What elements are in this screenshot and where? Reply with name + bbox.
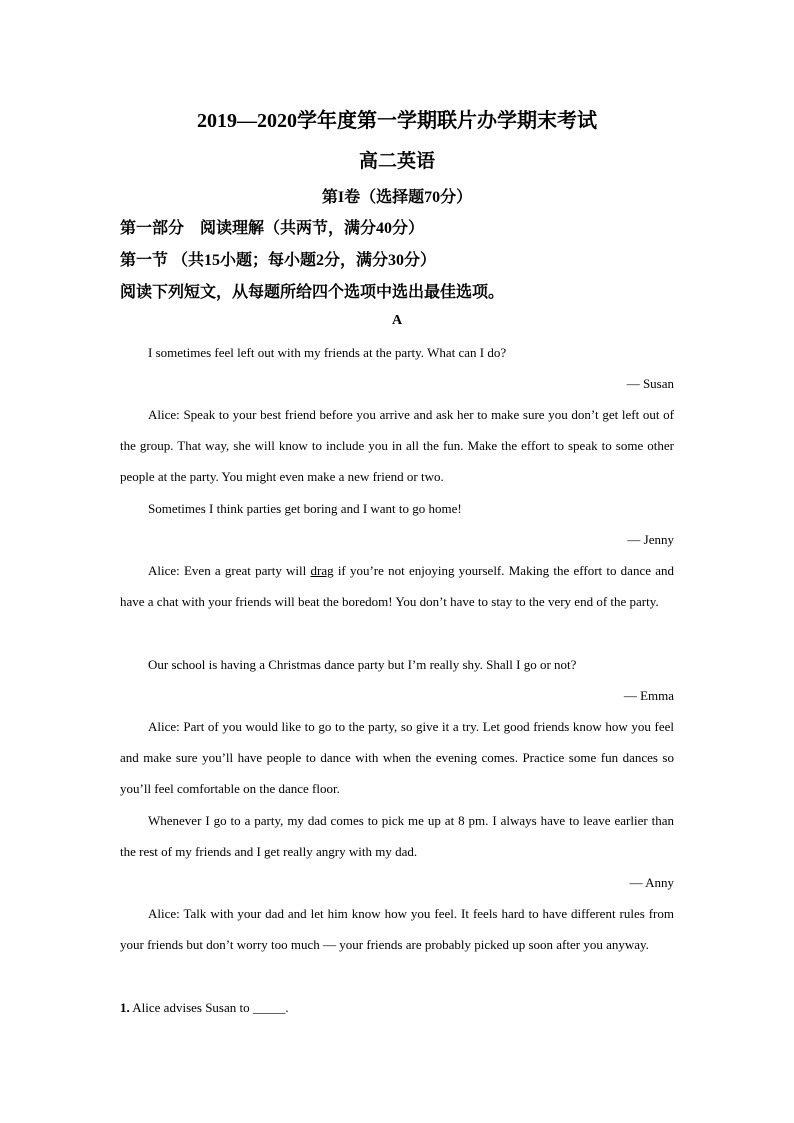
section-one-heading: 第一节 （共15小题；每小题2分，满分30分） xyxy=(120,252,437,269)
letter-answer-anny: Alice: Talk with your dad and let him know how you feel. It feels hard to have different rules from your friends but don’t worry too much — your friends are probably picked up soon after you anyway. xyxy=(120,906,674,953)
passage-label: A xyxy=(391,313,403,328)
question-number: 1. xyxy=(120,1000,130,1015)
letter-answer-emma: Alice: Part of you would like to go to the party, so give it a try. Let good friends know how you feel and make sure you’ll have people to dance with when the evening comes. Practice some fun dances so you’ll feel comfortable on the dance floor. xyxy=(120,719,674,797)
question-end: . xyxy=(285,1000,289,1015)
answer-blank[interactable]: _____ xyxy=(252,1000,286,1015)
question-text: Alice advises Susan to xyxy=(129,1000,253,1015)
subject-title: 高二英语 xyxy=(358,151,435,172)
letter-author-emma: — Emma xyxy=(623,688,674,703)
exam-title: 2019—2020学年度第一学期联片办学期末考试 xyxy=(197,110,597,132)
letter-question-anny: Whenever I go to a party, my dad comes to pick me up at 8 pm. I always have to leave earlier than the rest of my friends and I get really angry with my dad. xyxy=(120,813,674,860)
letter-author-anny: — Anny xyxy=(629,875,674,890)
answer-jenny-part1: Alice: Even a great party will xyxy=(148,563,311,578)
letter-question-jenny: Sometimes I think parties get boring and I want to go home! xyxy=(148,501,462,516)
letter-answer-susan: Alice: Speak to your best friend before you arrive and ask her to make sure you don’t get left out of the group. That way, she will know to include you in all the fun. Make the effort to speak to some other people at the party. You might even make a new friend or two. xyxy=(120,407,674,485)
underlined-word-drag: drag xyxy=(310,563,334,578)
letter-author-jenny: — Jenny xyxy=(627,532,674,547)
question-1 xyxy=(120,998,289,1018)
letter-question-susan: I sometimes feel left out with my friends at the party. What can I do? xyxy=(148,345,507,360)
volume-title: 第I卷（选择题70分） xyxy=(321,189,473,206)
letter-question-emma: Our school is having a Christmas dance party but I’m really shy. Shall I go or not? xyxy=(148,657,577,672)
letter-answer-jenny xyxy=(120,555,674,617)
letter-author-susan: — Susan xyxy=(626,376,674,391)
section-instruction: 阅读下列短文，从每题所给四个选项中选出最佳选项。 xyxy=(120,284,505,301)
part-one-heading: 第一部分 阅读理解（共两节，满分40分） xyxy=(120,220,425,237)
answer-jenny-part2: if you’re not enjoying yourself. Making the effort to dance and have a chat with your friends will beat the boredom! You don’t have to stay to the very end of the party. xyxy=(120,563,674,610)
